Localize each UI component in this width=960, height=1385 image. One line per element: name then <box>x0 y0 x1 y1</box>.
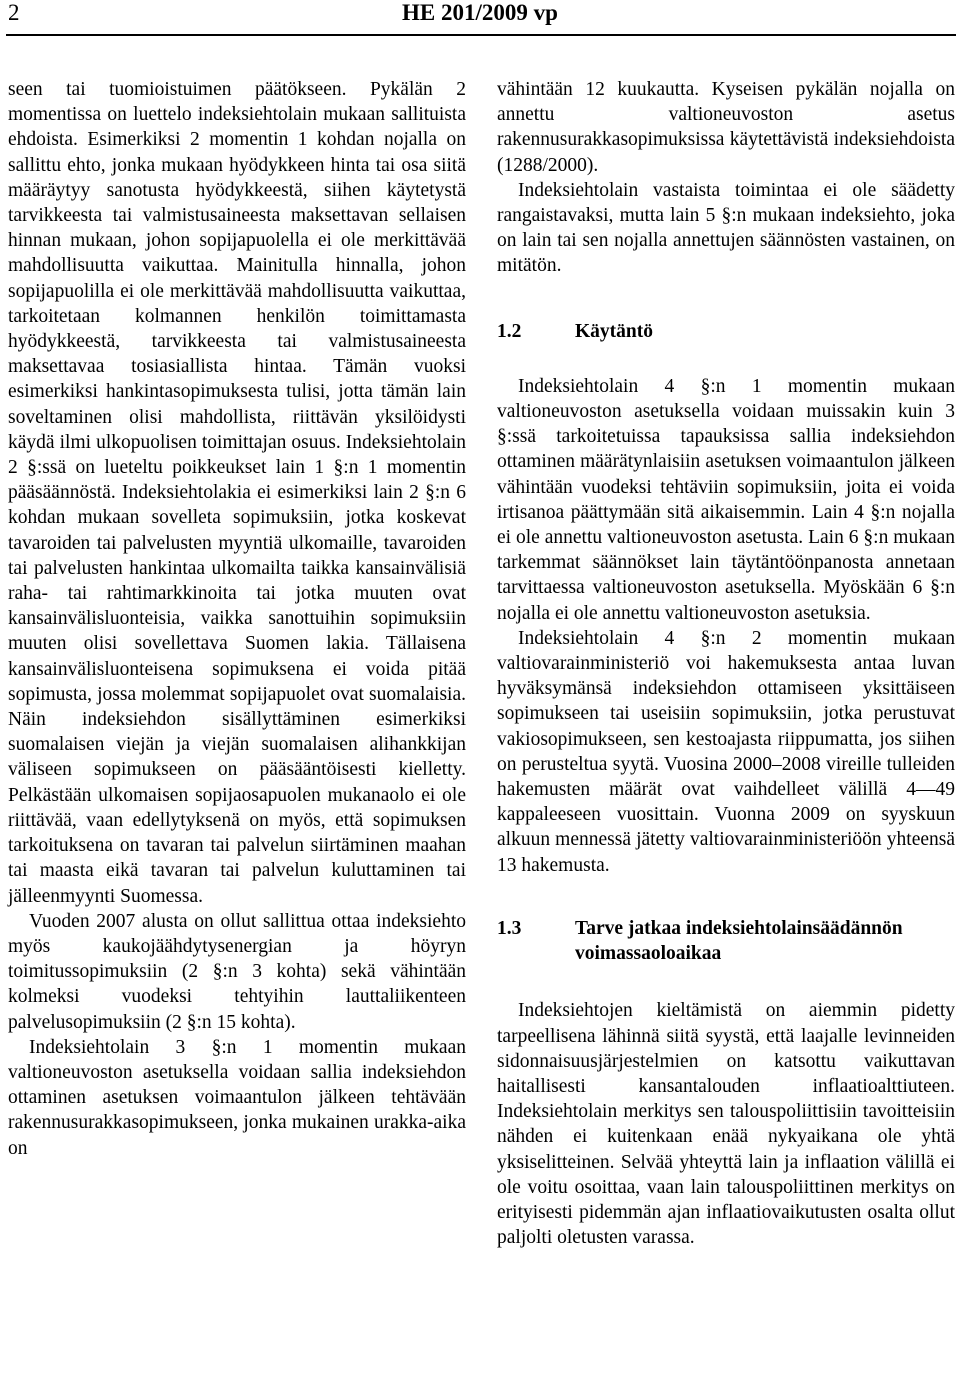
right-column <box>497 77 955 1250</box>
section-number: 1.2 <box>497 320 522 342</box>
page-number: 2 <box>8 0 20 25</box>
section-number: 1.3 <box>497 917 522 939</box>
paragraph-left-2: Vuoden 2007 alusta on ollut sallittua ottaa indeksiehto myös kaukojäähdytysenergian ja höyryn toimitussopimuksiin (2 §:n 3 kohta) sekä vähintään kolmeksi vuodeksi tehtyihin lauttaliikenteen palvelusopimuksiin (2 §:n 15 kohta). <box>8 910 466 1033</box>
paragraph-right-continuation: vähintään 12 kuukautta. Kyseisen pykälän nojalla on annettu valtioneuvoston asetus rakennusurakkasopimuksissa käytettävistä indeksiehdoista (1288/2000). <box>497 79 955 176</box>
header-rule <box>6 34 956 36</box>
paragraph-right-1: Indeksiehtolain vastaista toimintaa ei ole säädetty rangaistavaksi, mutta lain 5 §:n mukaan indeksiehto, joka on lain tai sen nojalla annettujen säännösten vastainen, on mitätön. <box>497 179 955 277</box>
paragraph-left-1: seen tai tuomioistuimen päätökseen. Pykälän 2 momentissa on luettelo indeksiehtolain mukaan sallituista ehdoista. Esimerkiksi 2 momentin 1 kohdan nojalla on sallittu ehto, jonka mukaan hyödykkeen hinta tai osa siitä määräytyy sanotusta hyödykkeestä, siihen käytetystä tarvikkeesta tai valmistusaineesta maksettavan sellaisen hinnan mukaan, johon sopijapuolella ei ole merkittävää mahdollisuutta vaikuttaa. Mainitulla hinnalla, johon sopijapuolilla ei ole merkittävää mahdollisuutta vaikuttaa, tarkoitetaan kolmannen henkilön toimittamasta hyödykkeestä, tarvikkeesta tai valmistusaineesta maksettavaa tosiasiallista hintaa. Tämän vuoksi esimerkiksi hankintasopimuksesta tulisi, jotta tämän lain soveltaminen olisi mahdollista, riittävän yksilöidysti käydä ilmi ulkopuolisen toimittajan osuus. Indeksiehtolain 2 §:ssä on lueteltu poikkeukset lain 1 §:n 1 momentin pääsäännöstä. Indeksiehtolakia ei esimerkiksi lain 2 §:n 6 kohdan mukaan sovelleta sopimuksiin, jotka koskevat tavaroiden tai palvelusten myyntiä ulkomaille, tavaroiden tai palvelusten hankintaa ulkomailta taikka kansainvälisiä raha- tai rahtimarkkinoita tai jotka muuten ovat kansainvälisluonteisia, vaikka sanottuihin sopimuksiin muuten olisi sovellettava Suomen lakia. Tällaisena kansainvälisluonteisena sopimuksena ei voida pitää sopimusta, jossa molemmat sopijapuolet ovat suomalaisia. Näin indeksiehdon sisällyttäminen esimerkiksi suomalaisen viejän ja viejän suomalaisen alihankkijan väliseen sopimukseen on pääsääntöisesti kielletty. Pelkästään ulkomaisen sopijaosapuolen mukanaolo ei ole riittävää, vaan edellytyksenä on myös, että sopimuksen tarkoituksena on tavaran tai palvelun siirtäminen maahan tai maasta eikä tavaran tai palvelun kuluttaminen tai jälleenmyynti Suomessa. <box>8 79 466 907</box>
paragraph-right-2: Indeksiehtolain 4 §:n 1 momentin mukaan valtioneuvoston asetuksella voidaan muissakin kuin 3 §:ssä tarkoitetuissa tapauksissa sallia indeksiehdon ottaminen määrätynlaisiin asetuksen voimaantulon jälkeen vähintään vuodeksi tehtäviin sopimuksiin, joita ei voida irtisanoa päättymään sitä aikaisemmin. Lain 4 §:n nojalla ei ole annettu valtioneuvoston asetusta. Lain 6 §:n mukaan tarkemmat säännökset lain täytäntöönpanosta annetaan tarvittaessa valtioneuvoston asetuksella. Myöskään 6 §:n nojalla ei ole annettu valtioneuvoston asetuksia. <box>497 375 955 624</box>
document-id: HE 201/2009 vp <box>402 0 558 25</box>
paragraph-right-3: Indeksiehtolain 4 §:n 2 momentin mukaan valtiovarainministeriö voi hakemuksesta antaa luvan hyväksymänsä indeksiehdon ottamiseen yksittäiseen sopimukseen tai useisiin sopimuksiin, jotka perustuvat vakiosopimukseen, sen kestoajasta riippumatta, jos siihen on perusteltua syytä. Vuosina 2000–2008 vireille tulleiden hakemusten määrät ovat vaihdelleet välillä 4—49 kappaleeseen vuosittain. Vuonna 2009 on syyskuun alkuun mennessä jätetty valtiovarainministeriöön yhteensä 13 hakemusta. <box>497 627 955 876</box>
section-title: Tarve jatkaa indeksiehtolainsäädännön voimassaoloaikaa <box>575 917 903 965</box>
paragraph-right-4: Indeksiehtojen kieltämistä on aiemmin pidetty tarpeellisena lähinnä siitä syystä, että laajalle levinneiden sidonnaisuusjärjestelmien on katsottu vaikuttavan haitallisesti kansantalouden inflaatioalttiuteen. Indeksiehtolain merkitys sen talouspoliittisiin tavoitteisiin nähden ei kuitenkaan enää nykyaikana ole yhtä yksiselitteinen. Selvää yhteyttä lain ja inflaation välillä ei ole voitu osoittaa, vaan lain talouspoliittinen merkitys on erityisesti pidemmän ajan inflaatiovaikutusten osalta ollut paljolti oletusten varassa. <box>497 1000 955 1249</box>
page-header <box>0 0 960 40</box>
paragraph-left-3: Indeksiehtolain 3 §:n 1 momentin mukaan valtioneuvoston asetuksella voidaan sallia indeksiehdon ottaminen asetuksen voimaantulon jälkeen tehtävään rakennusurakkasopimukseen, jonka mukainen urakka-aika on <box>8 1036 466 1159</box>
left-column <box>8 77 466 1161</box>
section-title: Käytäntö <box>575 320 653 342</box>
section-heading-1-3 <box>497 916 955 966</box>
section-heading-1-2 <box>497 319 955 344</box>
